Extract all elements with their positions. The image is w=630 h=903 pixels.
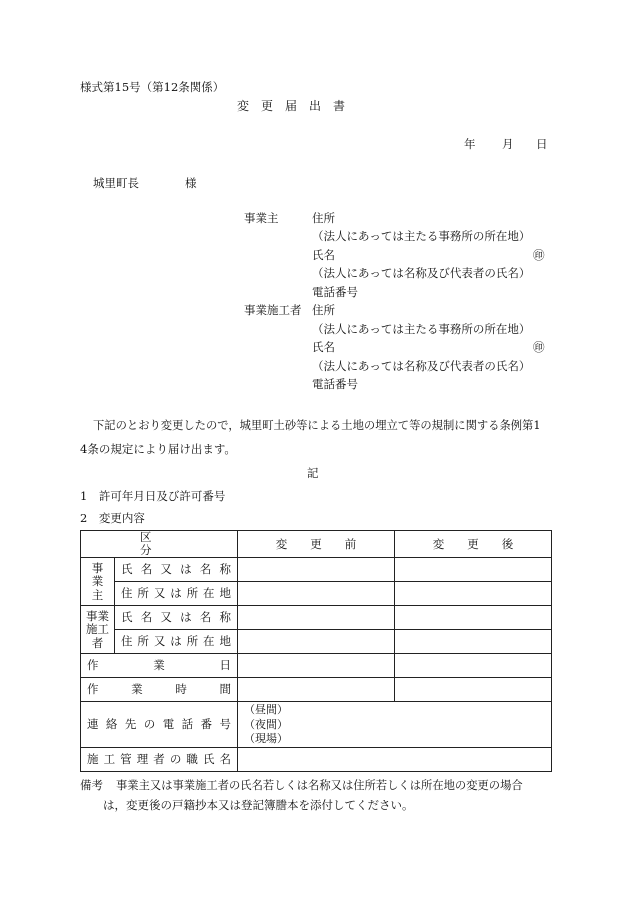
work-days-label (81, 654, 238, 678)
table-row (81, 630, 552, 654)
contractor-name-row-text: 氏 名 又 は 名 称 (121, 610, 231, 625)
contractor-phone-label: 電話番号 (312, 377, 358, 391)
work-hours-before-cell[interactable] (238, 678, 395, 702)
ki-heading: 記 (307, 466, 319, 480)
contractor-address-row-text: 住 所 又 は 所 在 地 (121, 634, 231, 649)
contact-night-label: （夜間） (244, 717, 288, 731)
owner-address-row-label (115, 582, 238, 606)
form-number: 様式第15号（第12条関係） (80, 80, 225, 94)
table-header-row (81, 531, 552, 558)
table-row (81, 678, 552, 702)
owner-name-before-cell[interactable] (238, 558, 395, 582)
work-days-text: 作 業 日 (87, 658, 231, 673)
contact-phone-text: 連 絡 先 の 電 話 番 号 (87, 717, 231, 732)
contractor-address-before-cell[interactable] (238, 630, 395, 654)
contractor-name-label: 氏名 (312, 340, 335, 354)
contact-site-label: （現場） (244, 732, 288, 746)
owner-address-row-text: 住 所 又 は 所 在 地 (121, 586, 231, 601)
date-year: 年 (464, 137, 476, 151)
table-row (81, 558, 552, 582)
addressee-honorific: 様 (185, 176, 197, 190)
remarks-label: 備考 (80, 778, 103, 792)
body-line-1: 下記のとおり変更したので，城里町土砂等による土地の埋立て等の規制に関する条例第1 (93, 419, 541, 432)
table-row (81, 748, 552, 772)
document-title: 変 更 届 出 書 (237, 99, 346, 113)
remarks-line-1: 事業主又は事業施工者の氏名若しくは名称又は住所若しくは所在地の変更の場合 (116, 779, 523, 792)
owner-name-label: 氏名 (312, 248, 335, 262)
owner-phone-label: 電話番号 (312, 285, 358, 299)
contractor-address-label: 住所 (312, 303, 335, 317)
work-hours-after-cell[interactable] (395, 678, 552, 702)
remarks-line-2: は，変更後の戸籍抄本又は登記簿謄本を添付してください。 (103, 798, 414, 812)
date-month: 月 (502, 137, 514, 151)
owner-address-after-cell[interactable] (395, 582, 552, 606)
work-days-after-cell[interactable] (395, 654, 552, 678)
contractor-seal-mark: ㊞ (533, 340, 545, 354)
contractor-address-row-label (115, 630, 238, 654)
table-row (81, 702, 552, 748)
owner-group-cell: 事 業 主 (81, 558, 115, 606)
contractor-name-before-cell[interactable] (238, 606, 395, 630)
owner-address-before-cell[interactable] (238, 582, 395, 606)
contractor-group-cell: 事業 施工 者 (81, 606, 115, 654)
table-row (81, 582, 552, 606)
item-2: 2 変更内容 (80, 511, 145, 525)
contractor-name-row-label (115, 606, 238, 630)
business-owner-label: 事業主 (244, 211, 279, 225)
contact-phone-label (81, 702, 238, 748)
change-table (80, 530, 552, 772)
contractor-address-after-cell[interactable] (395, 630, 552, 654)
owner-name-row-label (115, 558, 238, 582)
owner-address-note: （法人にあっては主たる事務所の所在地） (312, 229, 531, 243)
table-row (81, 606, 552, 630)
owner-address-label: 住所 (312, 211, 335, 225)
contact-phone-cell[interactable] (238, 702, 552, 748)
contact-day-label: （昼間） (244, 703, 288, 717)
date-day: 日 (536, 137, 548, 151)
owner-name-after-cell[interactable] (395, 558, 552, 582)
header-before: 変 更 前 (238, 531, 395, 558)
contact-phone-options (238, 703, 551, 746)
table-row (81, 654, 552, 678)
work-days-before-cell[interactable] (238, 654, 395, 678)
addressee: 城里町長 (93, 176, 139, 190)
contractor-name-note: （法人にあっては名称及び代表者の氏名） (312, 359, 531, 373)
header-category: 区 分 (81, 531, 238, 558)
contractor-address-note: （法人にあっては主たる事務所の所在地） (312, 322, 531, 336)
body-line-2: 4条の規定により届け出ます。 (80, 442, 236, 456)
owner-seal-mark: ㊞ (533, 248, 545, 262)
manager-cell[interactable] (238, 748, 552, 772)
manager-label (81, 748, 238, 772)
manager-text: 施 工 管 理 者 の 職 氏 名 (87, 752, 231, 767)
header-after: 変 更 後 (395, 531, 552, 558)
contractor-name-after-cell[interactable] (395, 606, 552, 630)
work-hours-text: 作 業 時 間 (87, 682, 231, 697)
work-hours-label (81, 678, 238, 702)
owner-name-note: （法人にあっては名称及び代表者の氏名） (312, 266, 531, 280)
item-1: 1 許可年月日及び許可番号 (80, 489, 226, 503)
owner-name-row-text: 氏 名 又 は 名 称 (121, 562, 231, 577)
contractor-label: 事業施工者 (244, 303, 302, 317)
